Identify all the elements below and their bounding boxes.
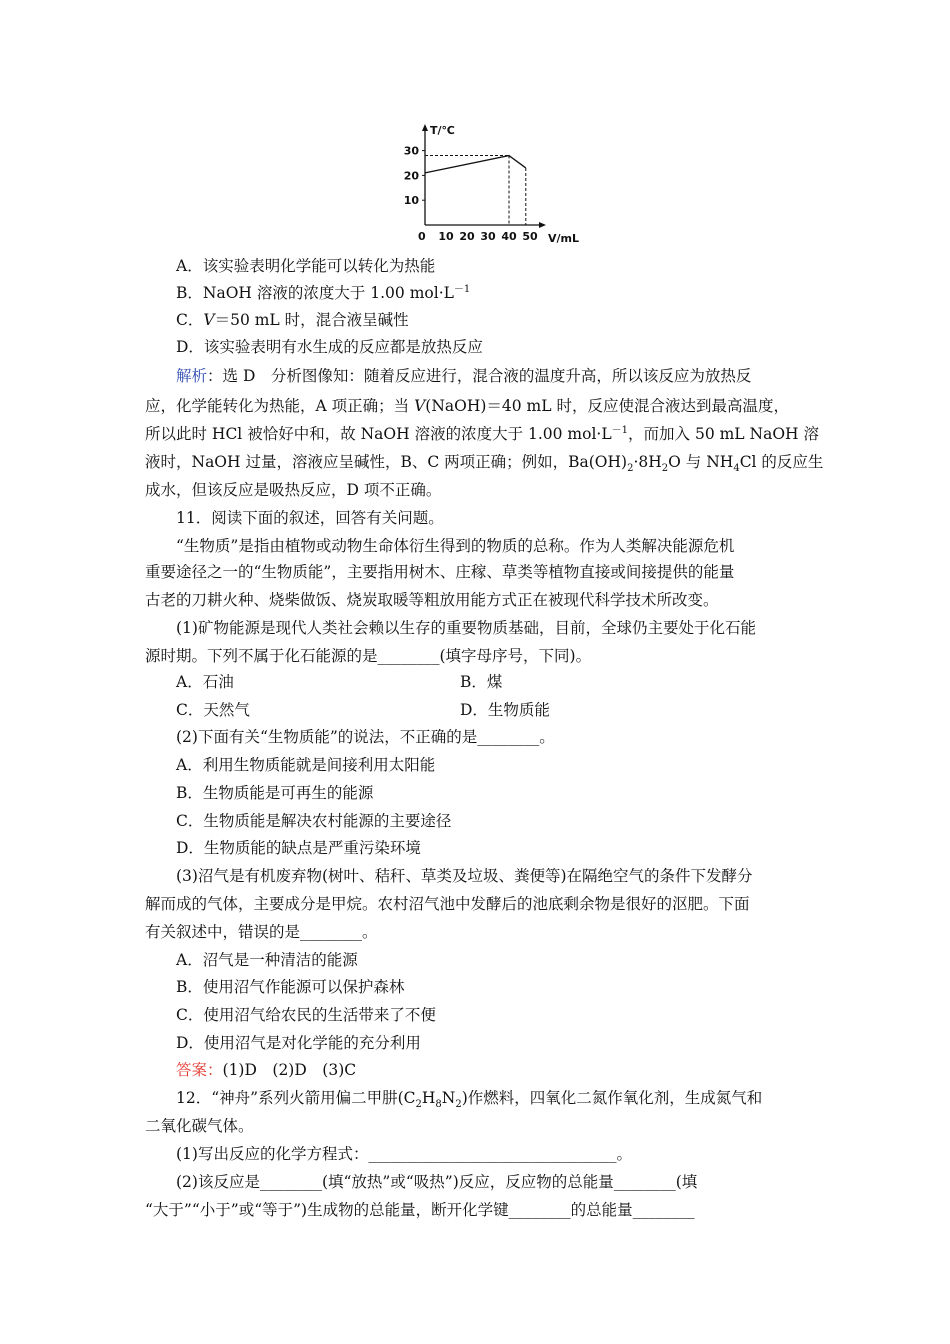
x-tick-label-1: 10 (438, 230, 454, 243)
y-tick-label-2: 20 (403, 169, 419, 183)
q11-sub1-option-b: B．煤 (460, 673, 503, 691)
q10-option-a: A．该实验表明化学能可以转化为热能 (176, 257, 436, 275)
q11-title: 11．阅读下面的叙述，回答有关问题。 (176, 509, 444, 527)
x-tick-label-3: 30 (480, 230, 496, 243)
y-tick-label-1: 10 (403, 194, 419, 208)
analysis-line-1: 解析：选 D 分析图像知：随着反应进行，混合液的温度升高，所以该反应为放热反 (176, 367, 752, 385)
q11-sub1-line-2: 源时期。下列不属于化石能源的是________(填字母序号，下同)。 (145, 647, 592, 665)
q10-option-b: B．NaOH 溶液的浓度大于 1.00 $mol\cdot L^{-1}$ (176, 283, 471, 302)
answer-label: 答案： (176, 1061, 223, 1079)
analysis-label: 解析 (176, 367, 208, 385)
temperature-series-line (425, 156, 526, 173)
q12-sub1: (1)写出反应的化学方程式：________________________________。 (176, 1145, 632, 1163)
x-axis-label: V/mL (548, 232, 580, 245)
q12-sub2-line-1: (2)该反应是________(填“放热”或“吸热”)反应，反应物的总能量________(填 (176, 1173, 698, 1191)
q11-sub2-prompt: (2)下面有关“生物质能”的说法，不正确的是________。 (176, 728, 555, 746)
chart-guides (425, 156, 526, 225)
analysis-line-5: 成水，但该反应是吸热反应，D 项不正确。 (145, 481, 442, 499)
q11-passage-1: “生物质”是指由植物或动物生命体衍生得到的物质的总称。作为人类解决能源危机 (176, 537, 735, 555)
q12-sub2-line-2: “大于”“小于”或“等于”)生成物的总能量，断开化学键________的总能量________ (145, 1201, 695, 1219)
q10-option-d: D．该实验表明有水生成的反应都是放热反应 (176, 338, 483, 356)
q11-sub3-option-c: C．使用沼气给农民的生活带来了不便 (176, 1006, 436, 1024)
q11-sub3-line-2: 解而成的气体，主要成分是甲烷。农村沼气池中发酵后的池底剩余物是很好的沤肥。下面 (145, 895, 750, 913)
q11-sub3-line-1: (3)沼气是有机废弃物(树叶、秸秆、草类及垃圾、粪便等)在隔绝空气的条件下发酵分 (176, 867, 753, 885)
q10-option-c: C．V＝50 mL 时，混合液呈碱性 (176, 311, 409, 329)
chart-ticks (404, 145, 538, 243)
q11-passage-2: 重要途径之一的“生物质能”，主要指用树木、庄稼、草类等植物直接或间接提供的能量 (145, 563, 735, 581)
x-tick-label-5: 50 (522, 230, 538, 243)
analysis-line-3: 所以此时 HCl 被恰好中和，故 NaOH 溶液的浓度大于 1.00 $mol\cdot L^{-1}$，而加入 50 mL NaOH 溶 (145, 424, 819, 443)
q12-line-1: 12．“神舟”系列火箭用偏二甲肼$(C_2H_8N_2)$作燃料，四氧化二氮作氧化剂，生成氮气和 (176, 1089, 763, 1111)
chart-axes (422, 124, 546, 228)
q11-sub3-line-3: 有关叙述中，错误的是________。 (145, 923, 378, 941)
origin-label: 0 (418, 230, 426, 243)
q11-answer: 答案：(1)D (2)D (3)C (176, 1061, 357, 1079)
q11-sub2-option-b: B．生物质能是可再生的能源 (176, 784, 374, 802)
analysis-line-2: 应，化学能转化为热能，A 项正确；当 V(NaOH)＝40 mL 时，反应使混合液达到最高温度， (145, 397, 789, 415)
x-tick-label-4: 40 (501, 230, 517, 243)
q11-sub3-option-d: D．使用沼气是对化学能的充分利用 (176, 1034, 421, 1052)
temperature-volume-chart (390, 118, 590, 248)
chart-series (425, 156, 526, 173)
q11-sub1-option-a: A．石油 (176, 673, 234, 691)
q11-sub2-option-a: A．利用生物质能就是间接利用太阳能 (176, 756, 436, 774)
q11-sub2-option-c: C．生物质能是解决农村能源的主要途径 (176, 812, 452, 830)
q11-sub1-option-c: C．天然气 (176, 701, 250, 719)
x-tick-label-2: 20 (459, 230, 475, 243)
analysis-line-4: 液时，NaOH 过量，溶液应呈碱性，B、C 两项正确；例如，$Ba(OH)_2\cdot 8H_2O$ 与 $NH_4Cl$ 的反应生 (145, 453, 824, 475)
y-axis-label: T/℃ (430, 124, 455, 137)
q11-passage-3: 古老的刀耕火种、烧柴做饭、烧炭取暖等粗放用能方式正在被现代科学技术所改变。 (145, 591, 719, 609)
y-tick-label-3: 30 (403, 144, 419, 158)
q11-sub3-option-b: B．使用沼气作能源可以保护森林 (176, 978, 405, 996)
q11-sub1-line-1: (1)矿物能源是现代人类社会赖以生存的重要物质基础，目前，全球仍主要处于化石能 (176, 619, 756, 637)
q11-sub2-option-d: D．生物质能的缺点是严重污染环境 (176, 839, 421, 857)
q11-sub1-option-d: D．生物质能 (460, 701, 550, 719)
q12-line-2: 二氧化碳气体。 (145, 1117, 254, 1135)
q11-sub3-option-a: A．沼气是一种清洁的能源 (176, 951, 358, 969)
